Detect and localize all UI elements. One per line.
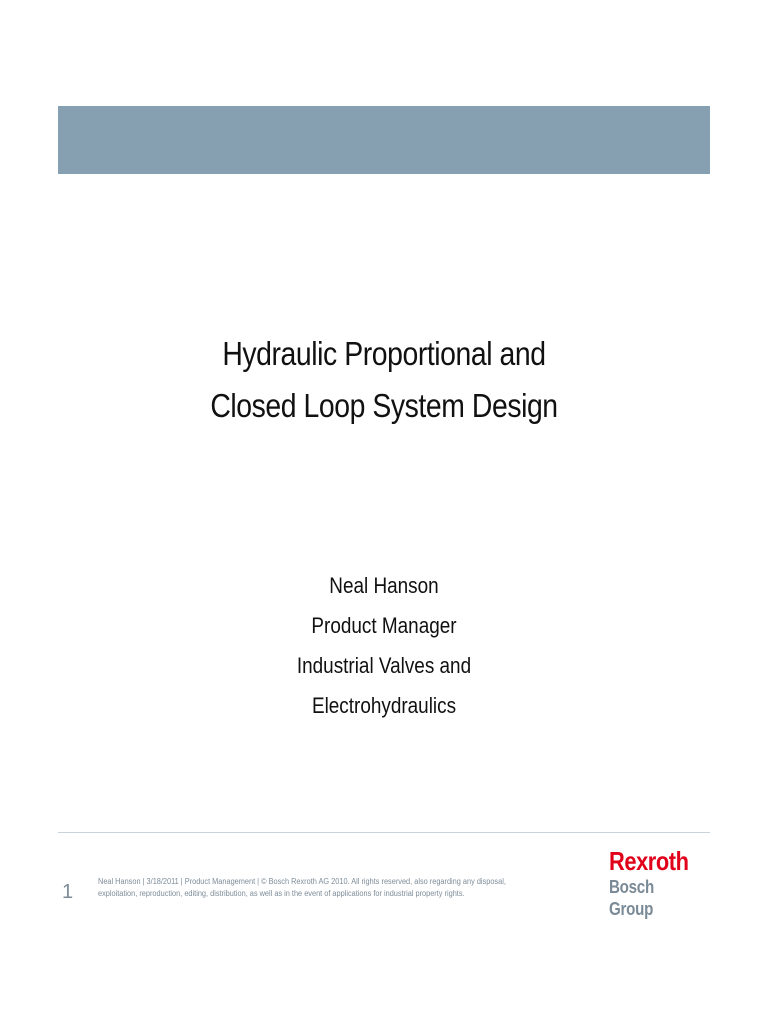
copyright-notice: Neal Hanson | 3/18/2011 | Product Management | © Bosch Rexroth AG 2010. All rights reserved, also regarding any disposal, exploitation, reproduction, editing, distribution, as well as in the event of applications for industrial property rights. — [98, 877, 506, 898]
author-department-line-2: Electrohydraulics — [311, 693, 457, 718]
title-line-2: Closed Loop System Design — [210, 387, 558, 424]
author-department-line-1: Industrial Valves and — [296, 653, 472, 678]
footer-divider — [58, 832, 710, 833]
author-name: Neal Hanson — [329, 573, 439, 598]
author-info — [0, 566, 768, 726]
rexroth-logo — [609, 846, 701, 920]
slide-title — [0, 328, 768, 432]
title-line-1: Hydraulic Proportional and — [222, 335, 546, 372]
header-band — [58, 106, 710, 174]
logo-brand-text: Rexroth — [609, 846, 689, 876]
author-role: Product Manager — [311, 613, 457, 638]
logo-group-text: Bosch Group — [609, 877, 654, 919]
page-number: 1 — [62, 881, 74, 903]
